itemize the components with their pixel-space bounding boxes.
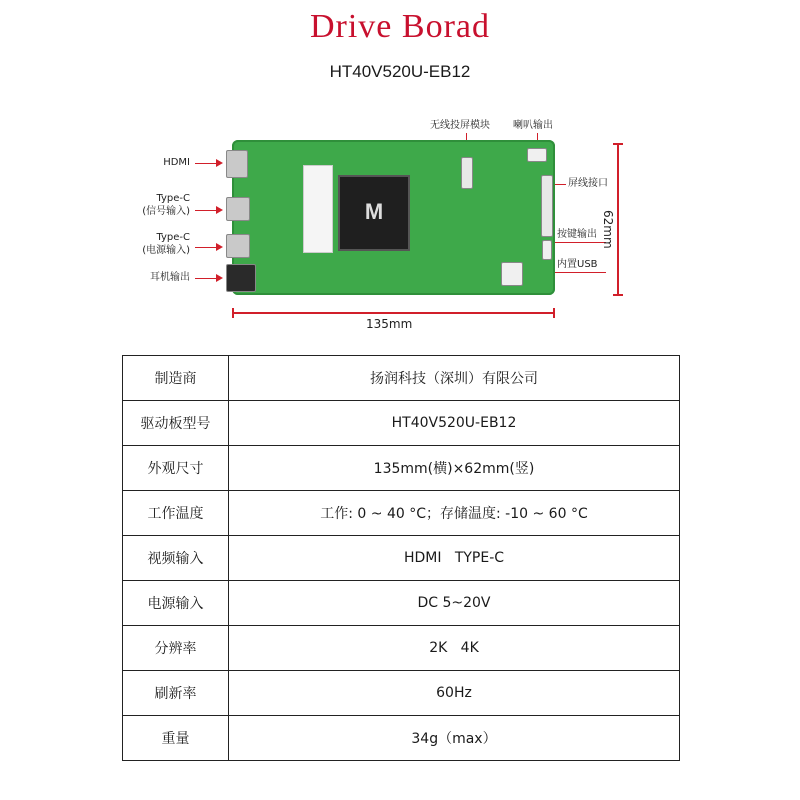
pointer-key [546, 242, 606, 243]
headphone-jack [226, 264, 256, 292]
board-sticker [303, 165, 333, 253]
arrow-tip-headphone [216, 274, 223, 282]
table-row [123, 491, 680, 536]
chip-logo-icon: M [364, 199, 384, 224]
spec-value: 扬润科技（深圳）有限公司 [229, 356, 680, 401]
arrow-headphone [195, 278, 217, 279]
spec-value: HT40V520U-EB12 [229, 401, 680, 446]
table-row [123, 536, 680, 581]
spec-key: 分辨率 [123, 626, 229, 671]
dimension-width-label: 135mm [366, 317, 413, 331]
spec-value: 工作: 0 ~ 40 °C；存储温度: -10 ~ 60 °C [229, 491, 680, 536]
spec-value: 34g（max） [229, 716, 680, 761]
arrow-hdmi [195, 163, 217, 164]
hdmi-port [226, 150, 248, 178]
table-row [123, 626, 680, 671]
spec-value: HDMI TYPE-C [229, 536, 680, 581]
label-speaker-out: 喇叭输出 [513, 120, 553, 131]
typec-signal-port [226, 197, 250, 221]
arrow-tip-typec-signal [216, 206, 223, 214]
spec-value: 2K 4K [229, 626, 680, 671]
arrow-tip-typec-power [216, 243, 223, 251]
screen-connector [541, 175, 553, 237]
arrow-tip-hdmi [216, 159, 223, 167]
key-connector [542, 240, 552, 260]
label-wireless-module: 无线投屏模块 [430, 120, 490, 131]
table-row [123, 671, 680, 716]
label-typec-signal: Type-C (信号输入) [142, 193, 190, 217]
dimension-height-label: 62mm [601, 210, 615, 249]
label-key-out: 按键输出 [557, 229, 597, 240]
label-headphone-out: 耳机输出 [150, 272, 190, 283]
label-hdmi: HDMI [163, 157, 190, 168]
dimension-width-cap-left [232, 308, 234, 318]
arrow-typec-signal [195, 210, 217, 211]
usb-connector [501, 262, 523, 286]
table-row [123, 581, 680, 626]
spec-key: 工作温度 [123, 491, 229, 536]
spec-key: 刷新率 [123, 671, 229, 716]
label-internal-usb: 内置USB [557, 259, 598, 270]
table-row [123, 446, 680, 491]
spec-value: 135mm(横)×62mm(竖) [229, 446, 680, 491]
board-figure [0, 0, 800, 345]
spec-key: 制造商 [123, 356, 229, 401]
dimension-height-cap-top [613, 143, 623, 145]
page-title: Drive Borad [309, 8, 490, 45]
arrow-typec-power [195, 247, 217, 248]
speaker-connector [527, 148, 547, 162]
spec-key: 重量 [123, 716, 229, 761]
spec-value: 60Hz [229, 671, 680, 716]
table-row [123, 356, 680, 401]
label-typec-power: Type-C (电源输入) [142, 232, 190, 256]
spec-key: 驱动板型号 [123, 401, 229, 446]
dimension-width-cap-right [553, 308, 555, 318]
dimension-height-cap-bottom [613, 294, 623, 296]
model-subtitle: HT40V520U-EB12 [329, 62, 471, 81]
typec-power-port [226, 234, 250, 258]
table-row [123, 401, 680, 446]
spec-key: 外观尺寸 [123, 446, 229, 491]
label-screen-connector: 屏线接口 [568, 178, 608, 189]
main-chip [338, 175, 410, 251]
dimension-width-line [232, 312, 555, 314]
spec-key: 电源输入 [123, 581, 229, 626]
spec-value: DC 5~20V [229, 581, 680, 626]
table-row [123, 716, 680, 761]
spec-table [122, 355, 680, 761]
dimension-height-line [617, 143, 619, 296]
spec-key: 视频输入 [123, 536, 229, 581]
wireless-module-connector [461, 157, 473, 189]
